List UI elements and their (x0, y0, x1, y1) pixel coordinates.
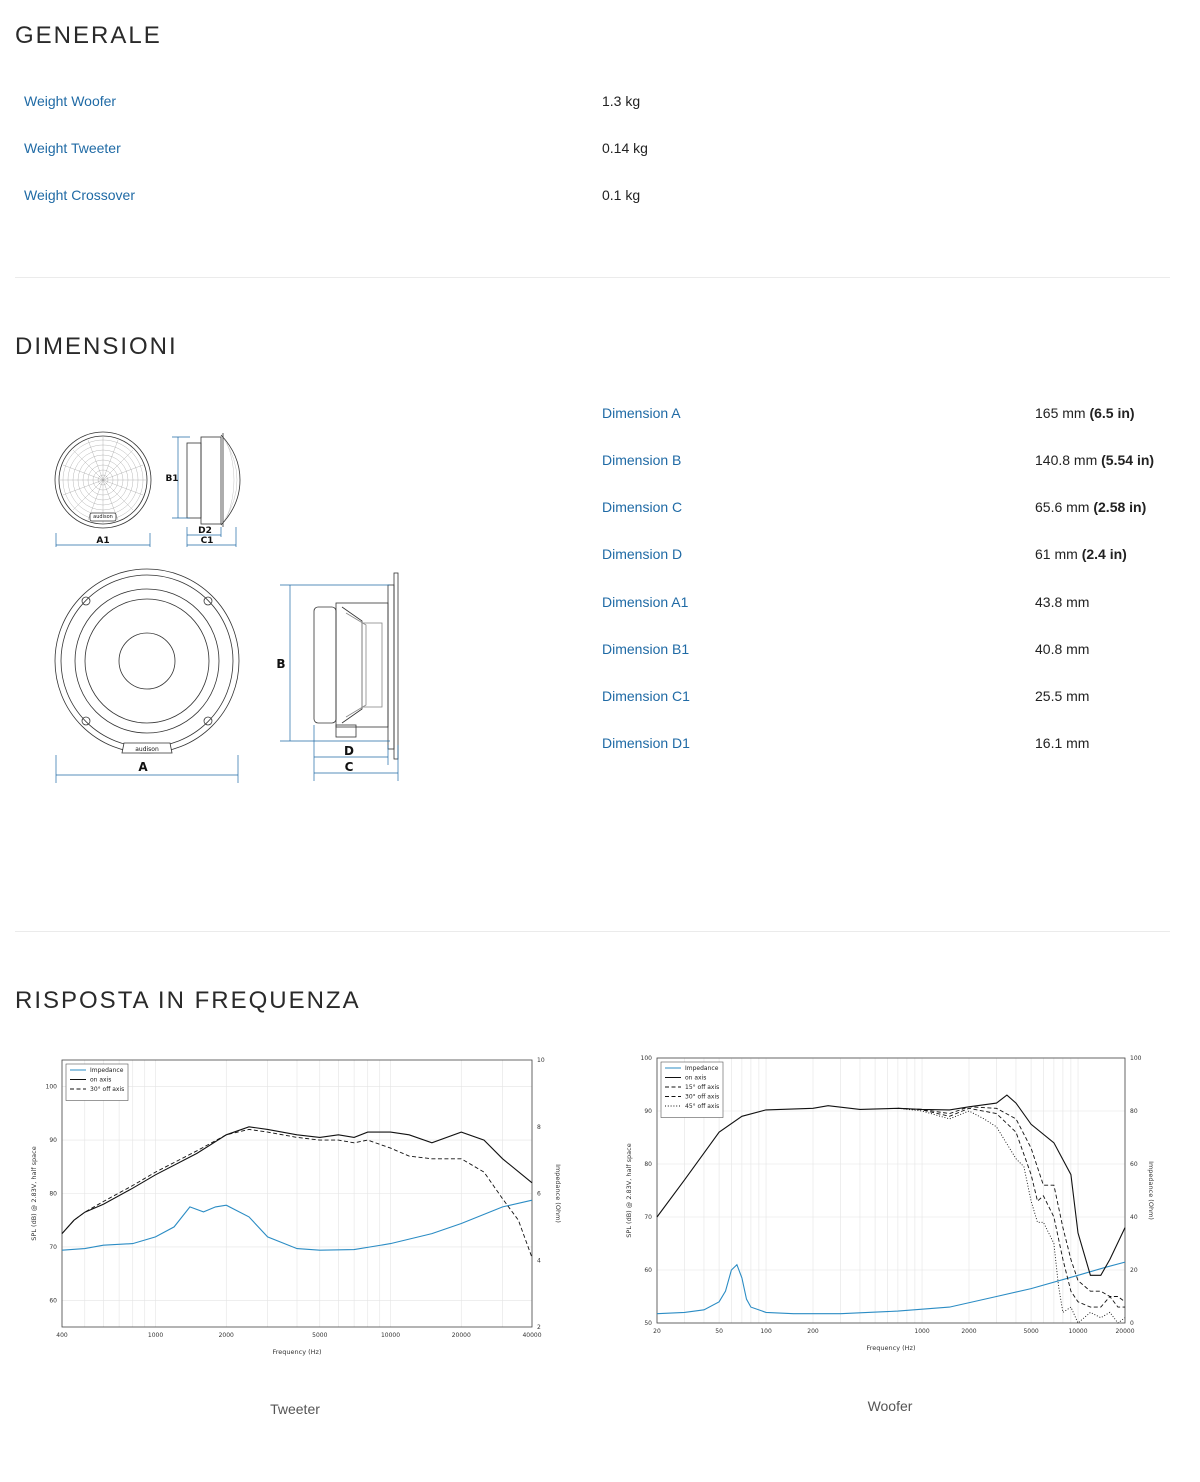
y2-tick-label: 80 (1130, 1108, 1138, 1115)
x-tick-label: 10000 (380, 1332, 401, 1339)
y-tick-label: 80 (644, 1161, 652, 1168)
y2-axis-label: Impedance (Ohm) (554, 1164, 562, 1223)
x-tick-label: 20 (653, 1328, 661, 1335)
x-tick-label: 5000 (312, 1332, 328, 1339)
series-line (898, 1107, 1125, 1302)
y-tick-label: 60 (49, 1297, 57, 1305)
x-tick-label: 1000 (914, 1328, 930, 1335)
dimension-row-label: Dimension C1 (602, 688, 690, 704)
tweeter-frequency-chart (20, 1050, 580, 1365)
legend-label: Impedance (90, 1067, 124, 1074)
series-line (898, 1108, 1125, 1307)
dim-label-b: B (276, 657, 286, 671)
y2-tick-label: 40 (1130, 1214, 1138, 1221)
y-tick-label: 50 (644, 1320, 652, 1327)
y2-tick-label: 2 (537, 1324, 541, 1331)
x-tick-label: 100 (760, 1328, 772, 1335)
legend-label: 30° off axis (685, 1093, 720, 1101)
legend-label: 45° off axis (685, 1103, 720, 1110)
y-tick-label: 70 (644, 1214, 652, 1221)
dimension-row-value: 43.8 mm (1035, 594, 1090, 610)
section-divider (15, 931, 1170, 932)
generale-row-value: 0.1 kg (602, 187, 641, 203)
legend-label: Impedance (685, 1065, 719, 1072)
x-tick-label: 2000 (961, 1328, 977, 1335)
x-tick-label: 20000 (1115, 1328, 1135, 1335)
woofer-brand-label: audison (135, 746, 159, 753)
woofer-front-view (55, 569, 239, 753)
dimension-row-label: Dimension D1 (602, 735, 690, 751)
dimension-row-value: 165 mm (6.5 in) (1035, 405, 1135, 421)
tweeter-side-view (187, 433, 240, 527)
generale-row-label: Weight Tweeter (24, 140, 121, 156)
y2-axis-label: Impedance (Ohm) (1147, 1161, 1155, 1220)
dim-label-a1: A1 (96, 536, 110, 546)
series-line (657, 1095, 1125, 1275)
chart-legend (661, 1062, 723, 1118)
dim-label-a: A (138, 760, 148, 774)
x-tick-label: 400 (56, 1332, 68, 1339)
dim-label-c: C (344, 760, 354, 774)
generale-row-label: Weight Woofer (24, 93, 117, 109)
y2-tick-label: 0 (1130, 1320, 1134, 1327)
y-tick-label: 60 (644, 1267, 652, 1274)
dimension-row-value: 25.5 mm (1035, 688, 1090, 704)
y-tick-label: 90 (644, 1108, 652, 1115)
y2-tick-label: 8 (537, 1123, 541, 1131)
dimension-row-label: Dimension B1 (602, 641, 690, 657)
legend-label: 30° off axis (90, 1086, 125, 1093)
legend-label: on axis (90, 1076, 112, 1084)
dim-label-d2: D2 (198, 526, 212, 536)
x-axis-label: Frequency (Hz) (272, 1348, 322, 1356)
woofer-side-view (314, 573, 398, 759)
woofer-frequency-chart (615, 1050, 1175, 1365)
dimension-row-value: 140.8 mm (5.54 in) (1035, 452, 1155, 468)
dimensioni-title: DIMENSIONI (15, 333, 178, 360)
y-axis-label: SPL (dB) @ 2.83V, half space (625, 1143, 633, 1238)
dimension-row-value: 61 mm (2.4 in) (1035, 546, 1127, 562)
x-tick-label: 2000 (218, 1332, 234, 1339)
section-divider (15, 277, 1170, 278)
x-tick-label: 5000 (1023, 1328, 1039, 1335)
risposta-title: RISPOSTA IN FREQUENZA (15, 987, 361, 1014)
dim-label-c1: C1 (200, 536, 214, 546)
legend-label: 15° off axis (685, 1084, 720, 1091)
y-tick-label: 100 (45, 1083, 57, 1091)
dim-label-d: D (344, 744, 354, 758)
generale-row-value: 1.3 kg (602, 93, 641, 109)
x-tick-label: 1000 (147, 1332, 164, 1339)
y2-tick-label: 6 (537, 1190, 541, 1198)
y2-tick-label: 4 (537, 1257, 541, 1265)
dimension-row-label: Dimension A (602, 405, 681, 421)
y-tick-label: 90 (49, 1137, 57, 1145)
x-axis-label: Frequency (Hz) (866, 1344, 916, 1352)
dimension-row-value: 16.1 mm (1035, 735, 1090, 751)
y-tick-label: 100 (640, 1055, 652, 1062)
legend-label: on axis (685, 1074, 707, 1082)
generale-row-value: 0.14 kg (602, 140, 648, 156)
x-tick-label: 200 (807, 1328, 819, 1335)
generale-row-label: Weight Crossover (24, 187, 136, 203)
y-tick-label: 70 (49, 1243, 57, 1251)
dimensions-drawing (40, 425, 420, 790)
dimension-row-label: Dimension B (602, 452, 682, 468)
x-tick-label: 20000 (451, 1332, 471, 1339)
dimension-row-value: 40.8 mm (1035, 641, 1090, 657)
y2-tick-label: 10 (537, 1057, 545, 1064)
dimension-row-label: Dimension C (602, 499, 683, 515)
x-tick-label: 40000 (522, 1332, 542, 1339)
generale-title: GENERALE (15, 22, 162, 49)
dim-label-b1: B1 (165, 474, 179, 484)
x-tick-label: 10000 (1068, 1328, 1088, 1335)
y2-tick-label: 60 (1130, 1161, 1138, 1168)
woofer-chart-caption: Woofer (867, 1398, 913, 1414)
y-tick-label: 80 (49, 1190, 57, 1198)
y2-tick-label: 20 (1130, 1267, 1138, 1274)
x-tick-label: 50 (715, 1328, 723, 1335)
dimension-row-value: 65.6 mm (2.58 in) (1035, 499, 1147, 515)
y2-tick-label: 100 (1130, 1055, 1142, 1062)
dimension-row-label: Dimension A1 (602, 594, 689, 610)
y-axis-label: SPL (dB) @ 2.83V, half space (30, 1146, 38, 1241)
dimension-row-label: Dimension D (602, 546, 683, 562)
tweeter-chart-caption: Tweeter (270, 1401, 320, 1417)
tweeter-brand-label: audison (93, 514, 113, 520)
chart-legend (66, 1064, 128, 1101)
